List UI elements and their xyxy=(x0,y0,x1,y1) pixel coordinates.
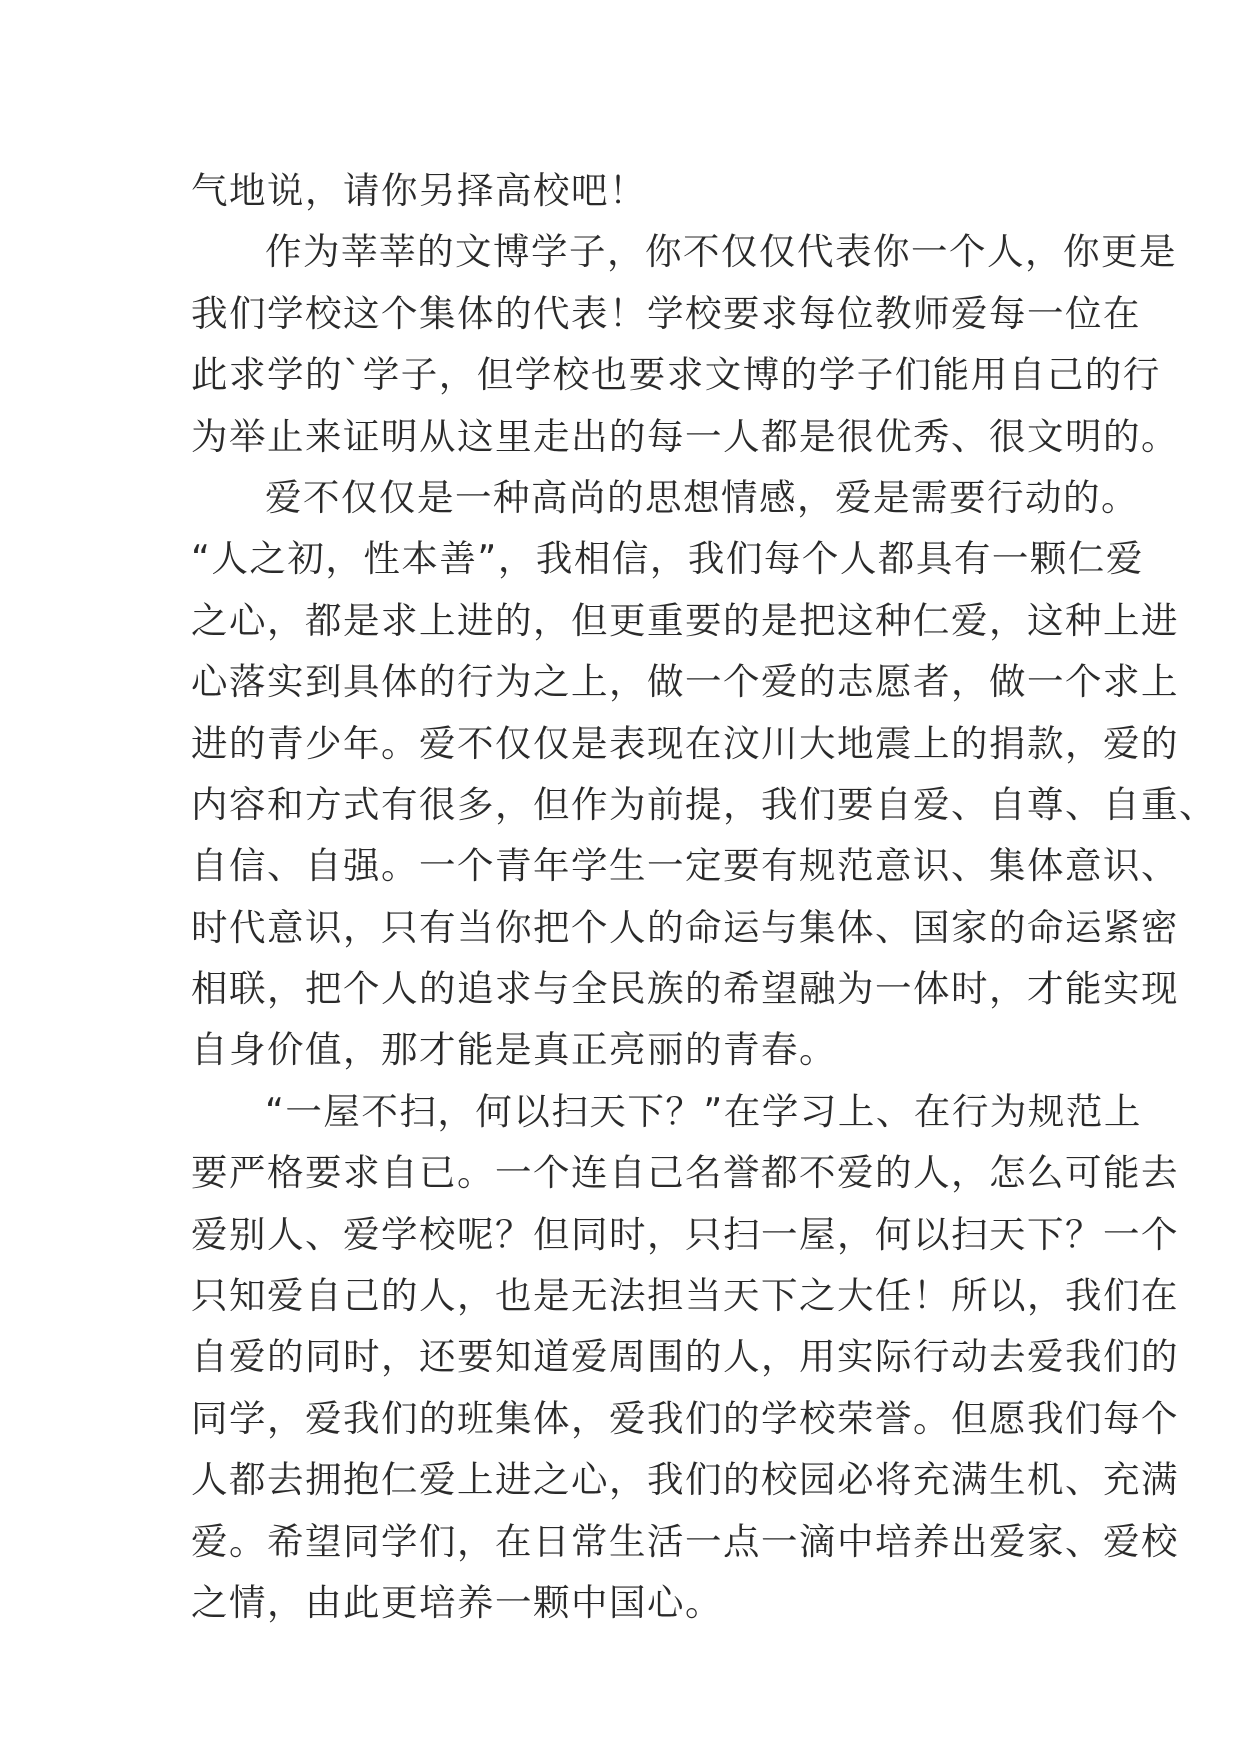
text-line: 同学，爱我们的班集体，爱我们的学校荣誉。但愿我们每个 xyxy=(191,1396,1179,1440)
text-line: 此求学的`学子，但学校也要求文博的学子们能用自己的行 xyxy=(191,353,1161,397)
text-line: 自身价值，那才能是真正亮丽的青春。 xyxy=(191,1028,837,1072)
paragraph-first-line: 作为莘莘的文博学子，你不仅仅代表你一个人，你更是 xyxy=(265,230,1177,274)
text-line: 我们学校这个集体的代表！学校要求每位教师爱每一位在 xyxy=(191,291,1141,335)
text-line: 爱别人、爱学校呢？但同时，只扫一屋，何以扫天下？一个 xyxy=(191,1212,1179,1256)
paragraph-first-line: “一屋不扫，何以扫天下？”在学习上、在行为规范上 xyxy=(265,1089,1142,1133)
text-line: 只知爱自己的人，也是无法担当天下之大任！所以，我们在 xyxy=(191,1274,1179,1318)
text-line: 人都去拥抱仁爱上进之心，我们的校园必将充满生机、充满 xyxy=(191,1458,1179,1502)
text-line: 心落实到具体的行为之上，做一个爱的志愿者，做一个求上 xyxy=(191,660,1179,704)
document-body xyxy=(191,160,1217,1633)
text-line: “人之初，性本善”，我相信，我们每个人都具有一颗仁爱 xyxy=(191,537,1144,581)
text-line: 自信、自强。一个青年学生一定要有规范意识、集体意识、 xyxy=(191,844,1179,888)
text-line: 相联，把个人的追求与全民族的希望融为一体时，才能实现 xyxy=(191,967,1179,1011)
text-line: 内容和方式有很多，但作为前提，我们要自爱、自尊、自重、 xyxy=(191,782,1217,826)
text-line: 自爱的同时，还要知道爱周围的人，用实际行动去爱我们的 xyxy=(191,1335,1179,1379)
text-line: 为举止来证明从这里走出的每一人都是很优秀、很文明的。 xyxy=(191,414,1179,458)
text-line: 时代意识，只有当你把个人的命运与集体、国家的命运紧密 xyxy=(191,905,1179,949)
text-line: 进的青少年。爱不仅仅是表现在汶川大地震上的捐款，爱的 xyxy=(191,721,1179,765)
text-line: 要严格要求自已。一个连自己名誉都不爱的人，怎么可能去 xyxy=(191,1151,1179,1195)
text-line: 之情，由此更培养一颗中国心。 xyxy=(191,1580,723,1624)
text-line: 气地说，请你另择高校吧！ xyxy=(191,169,647,212)
text-line: 爱。希望同学们，在日常生活一点一滴中培养出爱家、爱校 xyxy=(191,1519,1179,1563)
text-line: 之心，都是求上进的，但更重要的是把这种仁爱，这种上进 xyxy=(191,598,1179,642)
paragraph-first-line: 爱不仅仅是一种高尚的思想情感，爱是需要行动的。 xyxy=(265,475,1139,519)
